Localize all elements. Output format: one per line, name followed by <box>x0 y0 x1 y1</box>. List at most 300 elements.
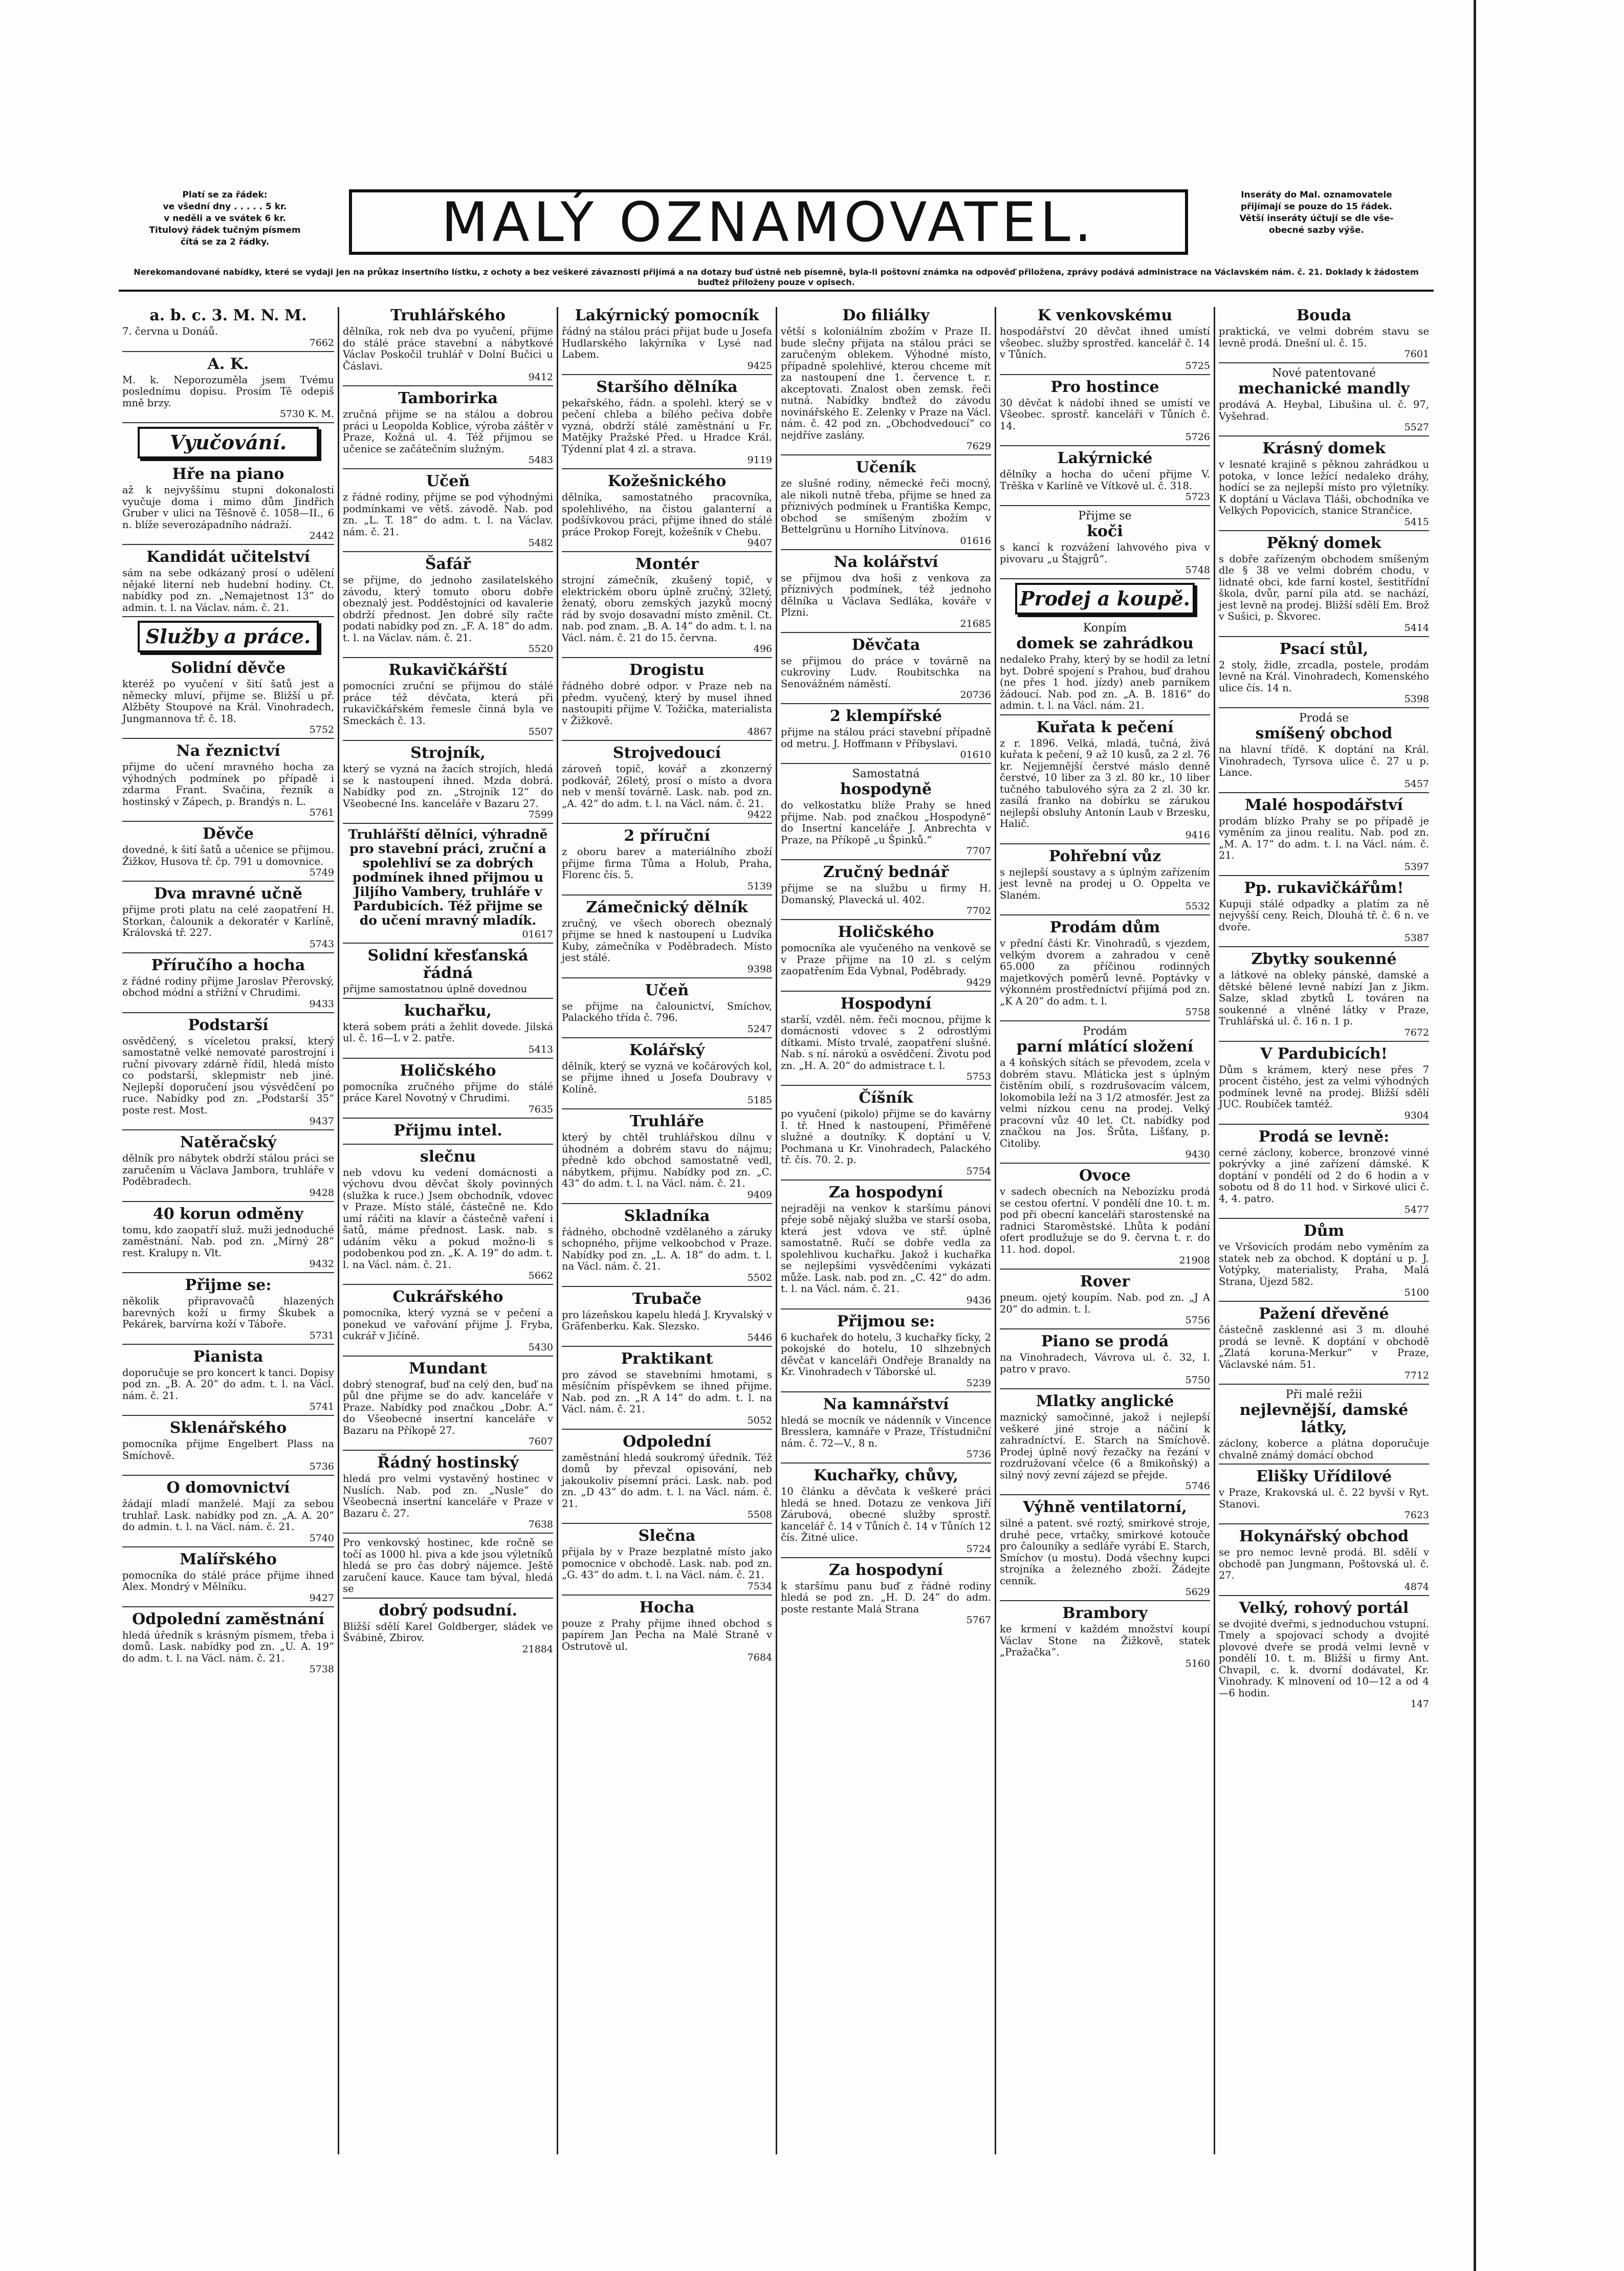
ad-number: 5629 <box>1185 1586 1210 1598</box>
ad-body: tomu, kdo zaopatří služ. muži jednoduché zaměstnání. Nab. pod zn. „Mírný 28“ rest. Kralupy n. Vlt. <box>122 1224 334 1259</box>
ad-title: Učeň <box>426 472 470 490</box>
ad-body: Dům s krámem, který nese přes 7 procent čistého, jest za velmi výhodných podmínek levně na prodej. Bližší sdělí JUC. Roubíček tamtéž. <box>1219 1063 1429 1110</box>
ad-body: řádný na stálou práci přijat bude u Josefa Hudlarského lakýrníka v Lysé nad Labem. <box>562 325 772 360</box>
ad-title: Příručího a hocha <box>151 956 305 974</box>
ad-body: v Praze, Krakovská ul. č. 22 byvší v Ryt. Stanovi. <box>1219 1487 1429 1510</box>
ad-title: Sklenářského <box>169 1419 287 1437</box>
classified-ad <box>562 1042 772 1110</box>
ad-number: 7662 <box>309 337 334 348</box>
ad-number: 7629 <box>966 441 991 452</box>
ad-body: se dvojité dveřmi, s jednoduchou vstupní. Tmely a spojovací schody a dvojité plovové dveře se prodá velmi levně v pondělí 10. t. m. Bližší u firmy Ant. Chvapil, c. k. dvorní dodávatel, Kr. Vinohrady. K mlnovení od 10—12 a od 4—6 hodin. <box>1219 1618 1429 1699</box>
ad-number: 5414 <box>1404 622 1429 634</box>
classified-ad <box>1219 307 1429 363</box>
ad-title: Lakýrnické <box>1057 449 1153 467</box>
ad-title: O domovnictví <box>166 1479 290 1497</box>
ad-title: Holičského <box>838 923 934 941</box>
ad-number: 5741 <box>309 1401 334 1412</box>
ad-number: 5749 <box>309 867 334 878</box>
classified-ad <box>1219 1222 1429 1302</box>
ad-body: strojní zámečník, zkušený topič, v elektrickém oboru úplně zručný, 32letý, ženatý, oboru zemských jazyků mocný rád by svojo dosavadní místo změnil. Ct. nab. pod znam. „B. A. 14“ do adm. t. l. na Václ. nám. č. 21 do 15. června. <box>562 574 772 644</box>
ad-column <box>1214 307 1433 2154</box>
ad-number: 2442 <box>309 530 334 541</box>
ad-body: zručný, ve všech oborech obeznalý přijme se hned k nastoupení u Ludvíka Kuby, zámečníka v Poděbradech. Místo jest stálé. <box>562 917 772 964</box>
ad-number: 5477 <box>1404 1204 1429 1215</box>
ad-number: 7635 <box>528 1103 553 1115</box>
classified-ad <box>562 827 772 896</box>
classified-ad <box>122 1348 334 1416</box>
classified-ad <box>781 554 991 633</box>
ad-body: starší, vzděl. něm. řeči mocnou, přijme k domácnosti vdovec s 2 odrostlými dítkami. Místo trvalé, zaopatření slušné. Nab. s ní. nárokú a osvědčení. Životu pod zn. „H. A. 20“ do admistrace t. l. <box>781 1013 991 1072</box>
ad-title: Piano se prodá <box>1041 1333 1169 1350</box>
ad-number: 5502 <box>747 1272 772 1283</box>
ad-number: 5507 <box>528 726 553 737</box>
ad-body: Kupuji stálé odpadky a platím za ně nejvyšší ceny. Reich, Dlouhá tř. č. 6 n. ve dvoře. <box>1219 898 1429 933</box>
classified-ad <box>343 556 553 658</box>
ad-body: 10 článku a děvčata k veškeré práci hledá se hned. Dotazu ze venkova Jiří Zárubová, obecné služby sprostř. kancelář č. 14 v Tůních č. 14 v Tůních 12 čís. Žitné ulice. <box>781 1486 991 1543</box>
classified-ad <box>343 390 553 469</box>
classified-ad <box>1000 622 1210 715</box>
classified-ad <box>1000 1273 1210 1329</box>
ad-number: 7623 <box>1404 1510 1429 1521</box>
ad-title: Kandidát učitelství <box>146 548 310 566</box>
classified-ad <box>343 1002 553 1059</box>
ad-title: hospodyně <box>840 780 932 798</box>
ad-number: 5740 <box>309 1532 334 1544</box>
classified-ad <box>343 1062 553 1119</box>
ad-title: koči <box>1087 522 1123 540</box>
ad-body: z řádné rodiny přijme Jaroslav Přerovský, obchod módní a střižní v Chrudimi. <box>122 975 334 998</box>
classified-ad <box>562 1113 772 1204</box>
classified-ad <box>562 1527 772 1596</box>
classified-ad <box>122 356 334 424</box>
ad-title: Malířského <box>180 1550 277 1568</box>
ad-title: Cukrářského <box>392 1288 503 1306</box>
ad-title: Učeník <box>855 458 916 476</box>
ad-title: Mundant <box>409 1359 487 1378</box>
classified-ad <box>343 662 553 741</box>
ad-number: 5736 <box>966 1449 991 1460</box>
ad-title: 2 příruční <box>624 827 710 845</box>
ad-number: 9425 <box>747 360 772 372</box>
ad-title: Přijmou se: <box>837 1312 935 1330</box>
ad-number: 7599 <box>528 809 553 820</box>
ad-body: hledá pro velmi vystavěný hostinec v Nuslích. Nab. pod zn. „Nusle“ do Všeobecná insertní kanceláře v Praze v Bazaru č. 27. <box>343 1473 553 1519</box>
classified-ad <box>781 459 991 550</box>
ad-body: zručná přijme se na stálou a dobrou práci u Leopolda Koblice, výroba záštěr v Praze, Kožná ul. 4. Též přijmou se učenice se začátečním služným. <box>343 408 553 455</box>
ad-title: Malé hospodářství <box>1244 796 1403 814</box>
classified-ad <box>781 864 991 920</box>
ad-number: 5731 <box>309 1329 334 1341</box>
ad-title: Lakýrnický pomocník <box>575 307 759 324</box>
ad-number: 5446 <box>747 1331 772 1343</box>
ad-title: Hře na piano <box>172 465 284 483</box>
ad-body: pro závod se stavebními hmotami, s měsíčním příspěvkem se ihned přijme. Nab. pod zn. „R A 14“ do adm. t. l. na Václ. nám. č. 21. <box>562 1368 772 1415</box>
ad-body: kteréž po vyučení v šití šatů jest a německy mluví, přijme se. Bližší u př. Alžběty Stoupové na Král. Vinohradech, Jungmannova tř. č. 18. <box>122 678 334 725</box>
ad-title: Zbytky soukenné <box>1251 950 1397 968</box>
ad-title: Montér <box>635 555 699 573</box>
ad-body: pomocníka, který vyzná se v pečení a ponekud ve vařování přijme J. Fryba, cukrář v Jičíně. <box>343 1307 553 1342</box>
section-heading: Služby a práce. <box>138 621 319 652</box>
classified-ad <box>781 924 991 992</box>
ad-number: 5767 <box>966 1614 991 1626</box>
ad-body: hledá úředník s krásným písmem, třeba i domů. Lask. nabídky pod zn. „U. A. 19“ do adm. t. l. na Václ. nám. č. 21. <box>122 1629 334 1664</box>
section-heading: Prodej a koupě. <box>1015 583 1195 615</box>
ad-number: 21908 <box>1179 1255 1210 1266</box>
classified-ad <box>343 1289 553 1357</box>
ad-number: 5457 <box>1404 778 1429 790</box>
ad-pretitle: Konpím <box>1083 622 1127 635</box>
ad-title: Truhlářští dělníci, výhradně pro stavební práci, zruční a spolehliví se za dobrých podmínek ihned přijmou u Jiljího Vambery, truhláře v Pardubicích. Též přijme se do učení mravný mladík. <box>348 827 548 928</box>
ad-body: hospodářství 20 děvčat ihned umístí všeobec. služby sprostřed. kancelář č. 14 v Tůních. <box>1000 325 1210 360</box>
ad-title: Děvčata <box>851 636 920 654</box>
ad-title: Odpolední <box>623 1432 711 1451</box>
ad-title: Kolářský <box>629 1041 705 1059</box>
classified-ad <box>1219 1045 1429 1125</box>
ad-title: Krásný domek <box>1262 440 1386 457</box>
ad-body: dělníka, rok neb dva po vyučení, přijme do stálé práce stavební a nábytkové Václav Poskočil truhlář v Dolní Bučici u Čáslavi. <box>343 325 553 372</box>
classified-ad <box>343 1602 553 1657</box>
ad-title: Truhláře <box>629 1112 705 1130</box>
ad-number: 5413 <box>528 1043 553 1055</box>
ad-body: pomocníka ale vyučeného na venkově se v Praze přijme na 10 zl. s celým zaopatřením Eda Vybnal, Poděbrady. <box>781 942 991 977</box>
insertion-line: Větší inseráty účtují se dle vše- <box>1239 213 1394 224</box>
ad-title: Brambory <box>1062 1604 1148 1622</box>
ad-body: pneum. ojetý koupím. Nab. pod zn. „J A 20“ do admin. t. l. <box>1000 1292 1210 1315</box>
ad-title: dobrý podsudní. <box>379 1601 517 1620</box>
ad-body: se přijmou do práce v továrně na cukroviny Ludv. Roubitschka na Senovážném náměstí. <box>781 654 991 690</box>
ad-column <box>338 307 557 2154</box>
classified-ad <box>343 1122 553 1145</box>
ad-body: pouze z Prahy přijme ihned obchod s papírem Jan Pecha na Malé Straně v Ostrutově ul. <box>562 1617 772 1652</box>
ad-number: 21884 <box>522 1643 553 1655</box>
ad-number: 9432 <box>309 1258 334 1270</box>
classified-ad <box>1000 719 1210 844</box>
ad-body: přijme do učení mravného hocha za výhodných podmínek po případě i zdarma Frant. Svačina, řezník a hostinský v Zápech, p. Brandýs n. L. <box>122 761 334 807</box>
ad-title: Odpolední zaměstnání <box>132 1610 324 1628</box>
ad-body: k staršímu panu buď z řádné rodiny hledá se pod zn. „H. D. 24“ do adm. poste restante Malá Strana <box>781 1580 991 1615</box>
classified-ad <box>122 549 334 617</box>
classified-ad <box>562 662 772 741</box>
ad-column <box>557 307 776 2154</box>
ad-number: 01616 <box>960 535 991 547</box>
ad-title: Zručný bednář <box>823 863 949 881</box>
classified-ad <box>1000 307 1210 375</box>
ad-number: 147 <box>1410 1698 1429 1710</box>
price-line: v neděli a ve svátek 6 kr. <box>164 213 286 224</box>
classified-ad <box>343 827 553 944</box>
ad-number: 5724 <box>966 1543 991 1555</box>
ad-number: 9433 <box>309 998 334 1010</box>
ad-body: osvědčený, s víceletou praksí, který samostatně velké nemovaté parostrojní i ruční pivovary zdárně řídil, hledá místo co podstarší, sklepmistr neb jiné. Nejlepší doporučení jsou výsvědčení po ruce. Nabídky pod zn. „Podstarší 35“ poste rest. Most. <box>122 1035 334 1116</box>
classified-ad <box>1219 1305 1429 1385</box>
ad-body: zároveň topič, kovář a zkonzerný podkovář, 26letý, prosí o místo a dvora neb v menší továrně. Lask. nab. pod zn. „A. 42“ do adm. t. l. na Václ. nám. č. 21. <box>562 763 772 810</box>
classified-ad <box>781 1089 991 1181</box>
ad-body: M. k. Neporozuměla jsem Tvému poslednímu dopisu. Prosím Tě odepiš mně brzy. <box>122 374 334 409</box>
ad-number: 7712 <box>1404 1370 1429 1381</box>
ad-title: Kožešnického <box>607 472 727 490</box>
ad-body: s nejlepší soustavy a s úplným zařízením jest levně na prodej u O. Oppelta ve Slaném. <box>1000 866 1210 901</box>
ad-body: dobrý stenograf, buď na celý den, buď na půl dne přijme se do adv. kanceláře v Praze. Nabídky pod značkou „Dobr. A.“ do Všeobecné insertní kanceláře v Bazaru na Příkopě 27. <box>343 1378 553 1436</box>
ad-title: nejlevnější, damské látky, <box>1239 1401 1409 1436</box>
classified-ad <box>562 1208 772 1287</box>
ad-title: Praktikant <box>621 1349 713 1368</box>
price-line: Titulový řádek tučným písmem <box>149 225 301 235</box>
ad-number: 7601 <box>1404 348 1429 360</box>
ad-number: 5761 <box>309 807 334 818</box>
ad-number: 5743 <box>309 938 334 950</box>
ad-number: 7534 <box>747 1580 772 1592</box>
ad-title: Tamborirka <box>398 389 498 407</box>
classified-ad <box>122 1420 334 1476</box>
ad-number: 9304 <box>1404 1109 1429 1121</box>
ad-body: dělník, který se vyzná ve kočárových kol, se přijme ihned u Josefa Doubravy v Kolíně. <box>562 1060 772 1095</box>
ad-body: pomocníka zručného přijme do stálé práce Karel Novotný v Chrudimi. <box>343 1080 553 1104</box>
ad-number: 5754 <box>966 1165 991 1177</box>
classified-ad <box>1219 797 1429 876</box>
classified-ad <box>122 825 334 882</box>
ad-number: 20736 <box>960 689 991 701</box>
ad-number: 5139 <box>747 880 772 892</box>
ad-title: Natěračský <box>180 1133 277 1151</box>
ad-title: Holičského <box>400 1061 496 1080</box>
ad-number: 5750 <box>1185 1374 1210 1386</box>
ad-body: pekařského, řádn. a spolehl. který se v pečení chleba a bílého pečiva dobře vyzná, obdrží stálé zaměstnání u Fr. Matějky Pražské Před. u Hradce Král. Týdenní plat 4 zl. a strava. <box>562 397 772 455</box>
ad-title: 2 klempířské <box>829 707 942 725</box>
ad-title: Výhně ventilatorní, <box>1023 1498 1187 1516</box>
classified-ad <box>781 708 991 764</box>
ad-title: a. b. c. 3. M. N. M. <box>149 307 307 324</box>
ad-body: pomocníci zruční se přijmou do stálé práce též dévčata, která při rukavičkářském řemesle činná byla ve Smeckách č. 13. <box>343 680 553 727</box>
ad-body: přijme proti platu na celé zaopatření H. Storkan, čalounik a dekoratér v Karlíně, Královská tř. 227. <box>122 904 334 938</box>
ad-title: Pěkný domek <box>1266 534 1381 552</box>
ad-body: řádného, obchodně vzdělaného a záruky schopného, přijme velkoobchod v Praze. Nabídky pod zn. „L. A. 18“ do adm. t. l. na Václ. nám. č. 21. <box>562 1226 772 1272</box>
ad-number: 5752 <box>309 724 334 735</box>
ad-body: dovedné, k šití šatů a učenice se přijmou. Žižkov, Husova tř. čp. 791 u domovnice. <box>122 844 334 867</box>
ad-title: Na kolářství <box>833 553 938 571</box>
classified-ad <box>122 743 334 822</box>
ad-number: 7638 <box>528 1519 553 1530</box>
ad-body: se přijme na čalounictví, Smíchov, Palackého třída č. 796. <box>562 1000 772 1023</box>
classified-ad <box>562 379 772 470</box>
ad-title: Slečna <box>638 1527 696 1545</box>
classified-ad <box>1219 367 1429 436</box>
classified-ad <box>781 995 991 1086</box>
ad-title: Pažení dřevěné <box>1259 1305 1389 1323</box>
classified-ad <box>781 1184 991 1309</box>
ad-body: žádají mladí manželé. Mají za sebou truhlař. Lask. nabídky pod zn. „A. A. 20“ do admin. t. l. na Václ. nám. č. 21. <box>122 1498 334 1533</box>
insertion-line: přijímají se pouze do 15 řádek. <box>1240 202 1393 212</box>
ad-body: pro lázeňskou kapelu hledá J. Kryvalský v Gräfenberku. Kak. Slezsko. <box>562 1308 772 1332</box>
ad-pretitle: Samostatná <box>852 768 920 780</box>
ad-title: Trubače <box>632 1290 702 1308</box>
ad-title: Skladníka <box>624 1207 710 1225</box>
ad-number: 9409 <box>747 1189 772 1200</box>
ad-body: z řádné rodiny, přijme se pod výhodnými podmínkami ve větš. závodě. Nab. pod zn. „L. T. 18“ do adm. t. l. na Václav. nám. č. 21. <box>343 491 553 538</box>
ad-number: 4867 <box>747 726 772 737</box>
ad-title: Na kamnářství <box>823 1395 949 1413</box>
classified-ad <box>343 307 553 386</box>
ad-title: Strojník, <box>410 744 486 762</box>
administration-notice: Nerekomandované nabídky, které se vydaji jen na průkaz insertního lístku, z ochoty a bez veškeré závaznosti přijímá a na dotazy buď ústně neb písemně, byla-li poštovní známka na odpověď přiložena, zprávy podává administrace na Václavském nám. č. 21. Doklady k žádostem buďtež přiloženy pouze v opisech. <box>119 267 1434 292</box>
ad-number: 5508 <box>747 1509 772 1520</box>
ad-number: 5753 <box>966 1071 991 1082</box>
ad-pretitle: Prodám <box>1083 1025 1127 1038</box>
classified-ad <box>562 1433 772 1524</box>
ad-body: přijala by v Praze bezplatně místo jako pomocnice v obchodě. Lask. nab. pod zn. „G. 43“ do adm. t. l. na Václ. nám. č. 21. <box>562 1546 772 1581</box>
classified-ad <box>562 473 772 552</box>
classified-ad <box>1219 1600 1429 1713</box>
ad-number: 7707 <box>966 845 991 857</box>
classified-ad <box>343 1537 553 1599</box>
classified-ad <box>562 1291 772 1347</box>
ad-number: 7672 <box>1404 1027 1429 1038</box>
ad-title: Staršího dělníka <box>596 378 738 396</box>
ad-body: přijme se na službu u firmy H. Domanský, Plavecká ul. 402. <box>781 882 991 906</box>
ad-title: Za hospodyní <box>828 1183 943 1202</box>
classified-ad <box>343 947 553 999</box>
ad-body: záclony, koberce a plátna doporučuje chvalně známý domácí obchod <box>1219 1437 1429 1461</box>
ad-number: 9430 <box>1185 1149 1210 1160</box>
classified-ad <box>1000 510 1210 579</box>
ad-number: 5738 <box>309 1664 334 1675</box>
ad-body: neb vdovu ku vedení domácnosti a výchovu dvou děvčat školy povinných (služka k ruce.) Jsem obchodník, vdovec v Praze. Místo stálé, částečně ne. Kdo umí ráčiti na klavír a částečně vaření i šatů, máme přednost. Lask. nab. s udáním věku a pokud možno-li s podobenkou pod zn. „K. A. 19“ do adm. t. l. na Václ. nám. č. 21. <box>343 1166 553 1271</box>
ad-body: ze slušné rodiny, německé řeči mocný, ale nikoli nutně třeba, přijme se hned za příznivých podmínek u Františka Kempc, obchod se smíšeným zbožím v Bettelgrünu u Horního Litvínova. <box>781 477 991 535</box>
ad-body: maznický samočinné, jakož i nejlepší veškeré jiné stroje a náčiní k zahradníctví. E. Starch na Smíchově. Prodej úplně nový řezačky na řezání v rozdružovaní včelce (6 a 8mikoňský) a silný nový zevní zájezd se přejde. <box>1000 1411 1210 1481</box>
ad-body: dělník pro nábytek obdrží stálou práci se zaručením u Václava Jambora, truhláře v Poděbradech. <box>122 1152 334 1187</box>
ad-body: a 4 koňských sítách se převodem, zcela v dobrém stavu. Mláticka jest s úplným čistěním obilí, s rozdrušovacím válcem, lokomobila leží na 3 1/2 atmosfér. Jest za velmi nízkou cenu na prodej. Velký pracovní vůz 40 let. Ct. nabídky pod značkou na Jos. Šrůta, Lišťany, p. Citoliby. <box>1000 1057 1210 1149</box>
classified-ad <box>122 466 334 545</box>
classified-ad <box>781 768 991 860</box>
ad-body: několik připravovačů hlazených barevných koží u firmy Škubek a Pekárek, barvírna koží v Táboře. <box>122 1295 334 1330</box>
classified-ad <box>1219 712 1429 793</box>
classified-ad <box>1000 919 1210 1021</box>
ad-number: 5662 <box>528 1270 553 1281</box>
classified-ad <box>122 885 334 953</box>
classified-ad <box>122 1277 334 1345</box>
ad-number: 5746 <box>1185 1480 1210 1492</box>
classified-ad <box>1000 1333 1210 1389</box>
classified-ad <box>122 660 334 739</box>
ad-title: Do filiálky <box>842 307 930 324</box>
ad-body: který by chtěl truhlářskou dílnu v úhodném a dobrém stavu do nájmu; předně kdo obchod samostatně vedl, nábytkem, přijmu. Nabídky pod zn. „C. 43“ do adm. t. l. na Václ. nám. č. 21. <box>562 1131 772 1189</box>
ad-number: 4874 <box>1404 1581 1429 1592</box>
ad-body: prodává A. Heybal, Libušina ul. č. 97, Vyšehrad. <box>1219 399 1429 422</box>
ad-body: řádného dobré odpor. v Praze neb na předm. vyučený, který by musel ihned nastoupiti přijme V. Tožička, materialista v Žižkově. <box>562 680 772 727</box>
classified-ad <box>122 1611 334 1678</box>
price-notice <box>119 189 331 248</box>
ad-number: 01617 <box>522 929 553 940</box>
ad-number: 21685 <box>960 618 991 629</box>
ad-body: 30 děvčat k nádobí ihned se umístí ve Všeobec. sprostř. kanceláři v Tůních č. 14. <box>1000 397 1210 432</box>
ad-title: Na řeznictví <box>176 742 280 760</box>
ad-number: 5052 <box>747 1414 772 1426</box>
ad-body: silné a patent. své roztý, smirkové stroje, druhé pece, vrtačky, smirkové kotouče pro čalouníky a sedláře vyrábí E. Starch, Smíchov (u mostu). Dodá všechny kupci strojníka a železného zboží. Žádejte cenník. <box>1000 1517 1210 1587</box>
classified-ad <box>122 1134 334 1202</box>
classified-ad <box>1219 1468 1429 1524</box>
ad-number: 5730 K. M. <box>279 408 334 420</box>
ad-body: se pro nemoc levně prodá. Bl. sdělí v obchodě pan Jungmann, Poštovská ul. č. 27. <box>1219 1546 1429 1581</box>
classified-ad <box>781 1313 991 1392</box>
classified-ad <box>1000 1167 1210 1270</box>
insertion-line: obecné sazby výše. <box>1269 225 1364 235</box>
ad-title: K venkovskému <box>1037 307 1173 324</box>
ad-title: Pohřební vůz <box>1048 847 1161 865</box>
classified-ad <box>1000 379 1210 447</box>
classified-ad <box>562 307 772 375</box>
classified-ad <box>781 637 991 705</box>
ad-number: 5725 <box>1185 360 1210 372</box>
ad-body: z r. 1896. Velká, mladá, tučná, živá kuřata k pečení, 9 až 10 kusů, za 2 zl. 76 kr. Nejjemnější čerstvé máslo denně čerstvé, 10 liber za 3 zl. 80 kr., 10 liber tučného tabulového sýra za 2 zl. 30 kr. zasílá franko na dobírku se zárukou nejlepší obsluhy Antonín Laub v Brzesku, Halič. <box>1000 737 1210 829</box>
ad-body: pomocníka do stálé práce přijme ihned Alex. Mondrý v Mělníku. <box>122 1569 334 1592</box>
ad-body: v lesnaté krajině s pěknou zahrádkou u potoka, v lonce ležící nedaleko dráhy, hodící se za nejlepší místo pro výletníky. K doptání u Václava Tláši, obchodníka ve Velkých Popovicích, stanice Strančice. <box>1219 458 1429 516</box>
ad-body: nedaleko Prahy, který by se hodil za letní byt. Dobré spojení s Prahou, buď drahou (ne přes 1 hod. jízdy) aneb parníkem žádoucí. Nab. pod zn. „A. B. 1816“ do admin. t. l. na Václ. nám. 21. <box>1000 653 1210 711</box>
ad-body: až k nejvyššímu stupni dokonalosti vyučuje doma i mimo dům Jindřich Gruber v ulici na Těšnově č. 1058—II., 6 n. blíže severozápadního nádraží. <box>122 484 334 531</box>
ad-number: 9119 <box>747 454 772 466</box>
classified-ad <box>1219 951 1429 1042</box>
ad-body: Bližší sdělí Karel Goldberger, sládek ve Švábině, Zbirov. <box>343 1620 553 1644</box>
classified-ad <box>1219 1528 1429 1596</box>
section-heading: Vyučování. <box>138 427 319 458</box>
ad-body: a látkové na obleky pánské, damské a dětské bělené levně nabízí Jan z Jikm. Salze, sklad zbytků L továren na soukenné a vlněné látky v Praze, Truhlářská ul. č. 16 n. 1 p. <box>1219 969 1429 1027</box>
ad-body: která sobem práti a žehlit dovede. Jilská ul. č. 16—L v 2. patře. <box>343 1020 553 1044</box>
classified-ad <box>343 1148 553 1285</box>
ad-pretitle: Přijme se <box>1078 510 1132 522</box>
ad-title: Pro hostince <box>1050 378 1159 396</box>
classified-ad <box>122 1017 334 1131</box>
ad-title: Řádný hostinský <box>377 1454 519 1472</box>
price-line: Platí se za řádek: <box>182 190 268 200</box>
ad-number: 9398 <box>747 963 772 975</box>
ad-number: 9416 <box>1185 829 1210 841</box>
ad-number: 9412 <box>528 372 553 383</box>
ad-body: praktická, ve velmi dobrém stavu se levně prodá. Dnešní ul. č. 15. <box>1219 325 1429 349</box>
ad-title: Hocha <box>639 1598 695 1617</box>
insertion-notice <box>1199 189 1434 236</box>
ad-body: se přijmou dva hoši z venkova za příznivých podmínek, též jednoho dělníka u Václava Sedláka, kováře v Plzni. <box>781 572 991 618</box>
ad-title: Podstarší <box>188 1016 269 1034</box>
masthead <box>119 189 1434 266</box>
ad-body: na hlavní třídě. K doptání na Král. Vinohradech, Tyrsova ulice č. 27 u p. Lance. <box>1219 744 1429 778</box>
ad-number: 9422 <box>747 809 772 820</box>
ad-pretitle: Při malé režii <box>1285 1388 1363 1401</box>
ad-column <box>776 307 995 2154</box>
ad-body: v sadech obecních na Nebozízku prodá se cestou ofertní. V pondělí dne 10. t. m. pod při obecní kanceláři starostenské na radnici Staroměstské. Lhůta k podání ofert prodlužuje se do 9. června t. r. do 11. hod. dopol. <box>1000 1186 1210 1255</box>
classified-ad <box>122 1206 334 1274</box>
ad-title: Kuřata k pečení <box>1036 718 1174 736</box>
classified-ad <box>343 1360 553 1451</box>
classified-ad <box>1000 1025 1210 1164</box>
ad-number: 5758 <box>1185 1007 1210 1018</box>
ad-title: Truhlářského <box>390 307 506 324</box>
ad-column <box>119 307 338 2154</box>
ad-number: 5483 <box>528 454 553 466</box>
ad-number: 5736 <box>309 1461 334 1472</box>
ad-body: prodám blízko Prahy se po případě je vyměním za jinou realitu. Nab. pod zn. „M. A. 17“ do adm. t. l. na Václ. nám. č. 21. <box>1219 815 1429 861</box>
ad-body: na Vinohradech, Vávrova ul. č. 32, I. patro v pravo. <box>1000 1351 1210 1375</box>
ad-title: Kuchařky, chůvy, <box>813 1467 959 1484</box>
classified-ad <box>1219 440 1429 531</box>
classified-ad <box>562 1599 772 1666</box>
ad-title: Dům <box>1303 1222 1345 1240</box>
classified-ad <box>781 1467 991 1558</box>
ad-number: 5160 <box>1185 1657 1210 1669</box>
classified-ad <box>1219 880 1429 948</box>
ad-number: 5748 <box>1185 564 1210 576</box>
ad-number: 5756 <box>1185 1315 1210 1326</box>
classified-ad <box>1000 1393 1210 1495</box>
ad-body: s dobře zařízeným obchodem smíšeným dle § 38 ve velmi dobrém chodu, v lidnaté obci, kde farní kostel, šestitřídní škola, dvůr, parní pila atd. se nachází, jest levně na prodej. Bližší sdělí Em. Brož v Sušici, p. Škvorec. <box>1219 553 1429 622</box>
ad-body: 2 stoly, židle, zrcadla, postele, prodám levně na Král. Vinohradech, Komenského ulice čís. 14 n. <box>1219 659 1429 694</box>
